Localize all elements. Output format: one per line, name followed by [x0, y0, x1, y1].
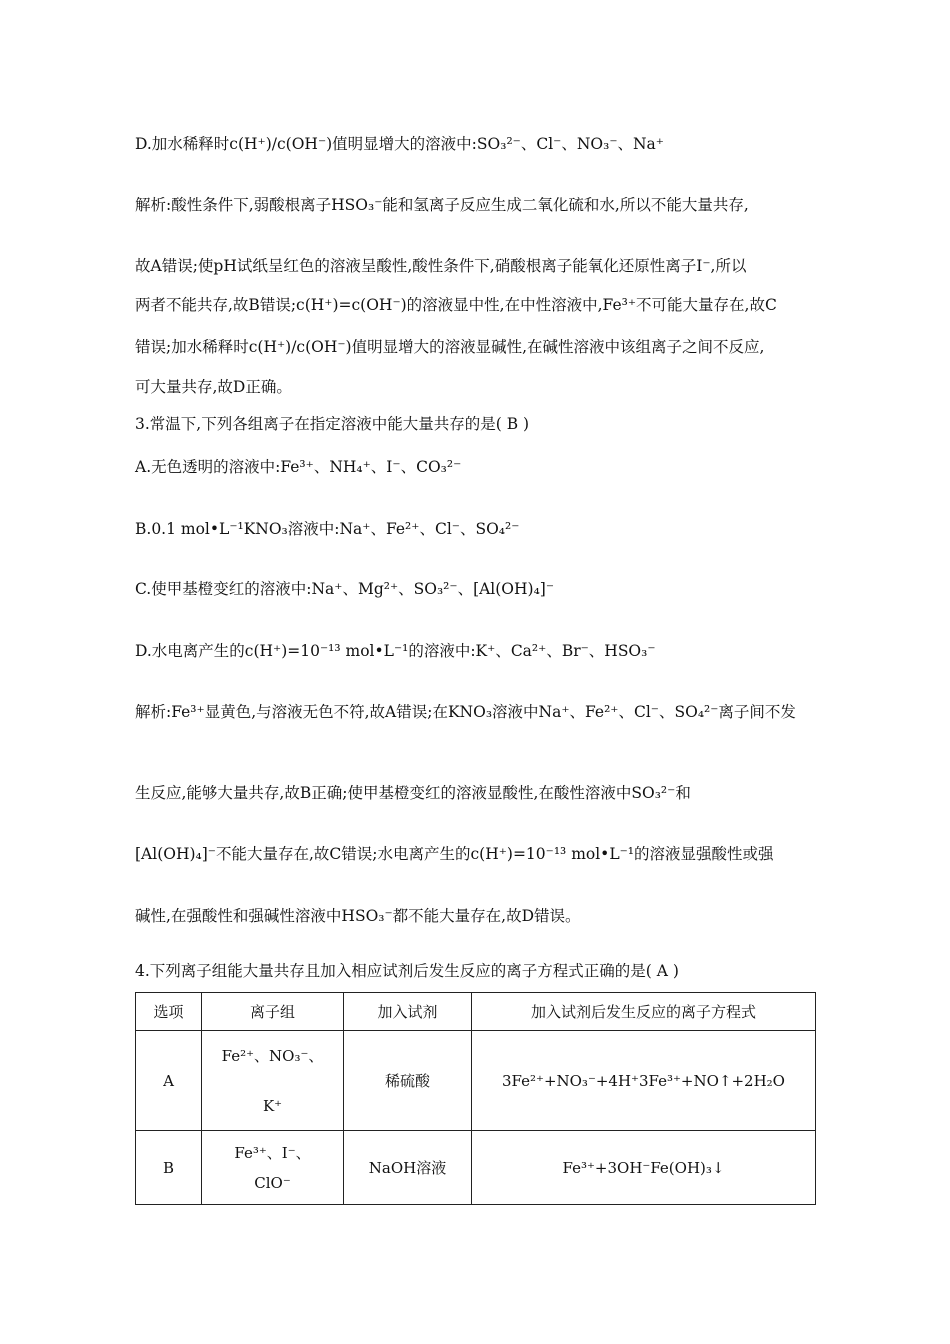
option-3d: D.水电离产生的c(H⁺)=10⁻¹³ mol•L⁻¹的溶液中:K⁺、Ca²⁺、Br⁻、HSO₃⁻: [135, 642, 656, 660]
row-b-ions-line-1: Fe³⁺、I⁻、: [234, 1143, 311, 1162]
table-row: [136, 1031, 816, 1131]
option-3a: A.无色透明的溶液中:Fe³⁺、NH₄⁺、I⁻、CO₃²⁻: [135, 458, 462, 476]
line-1: D.加水稀释时c(H⁺)/c(OH⁻)值明显增大的溶液中:SO₃²⁻、Cl⁻、NO₃⁻、Na⁺: [135, 135, 664, 153]
line-3: 故A错误;使pH试纸呈红色的溶液呈酸性,酸性条件下,硝酸根离子能氧化还原性离子I⁻,所以: [135, 257, 747, 275]
line-5: 错误;加水稀释时c(H⁺)/c(OH⁻)值明显增大的溶液显碱性,在碱性溶液中该组离子之间不反应,: [135, 338, 765, 356]
option-3b: B.0.1 mol•L⁻¹KNO₃溶液中:Na⁺、Fe²⁺、Cl⁻、SO₄²⁻: [135, 520, 520, 538]
analysis-3-line-2: 生反应,能够大量共存,故B正确;使甲基橙变红的溶液显酸性,在酸性溶液中SO₃²⁻和: [135, 784, 691, 802]
row-a-reagent: 稀硫酸: [344, 1031, 472, 1131]
analysis-3-line-1: 解析:Fe³⁺显黄色,与溶液无色不符,故A错误;在KNO₃溶液中Na⁺、Fe²⁺、Cl⁻、SO₄²⁻离子间不发: [135, 703, 796, 721]
row-b-option: B: [136, 1131, 202, 1205]
analysis-3-line-3: [Al(OH)₄]⁻不能大量存在,故C错误;水电离产生的c(H⁺)=10⁻¹³ mol•L⁻¹的溶液显强酸性或强: [135, 845, 774, 863]
row-a-equation: 3Fe²⁺+NO₃⁻+4H⁺3Fe³⁺+NO↑+2H₂O: [472, 1031, 816, 1131]
row-b-ions: [202, 1131, 344, 1205]
line-6: 可大量共存,故D正确。: [135, 378, 292, 396]
analysis-3-line-4: 碱性,在强酸性和强碱性溶液中HSO₃⁻都不能大量存在,故D错误。: [135, 907, 581, 925]
row-b-equation: Fe³⁺+3OH⁻Fe(OH)₃↓: [472, 1131, 816, 1205]
answer-table: [135, 992, 816, 1205]
header-equation: 加入试剂后发生反应的离子方程式: [472, 993, 816, 1031]
table-row: [136, 1131, 816, 1205]
line-2: 解析:酸性条件下,弱酸根离子HSO₃⁻能和氢离子反应生成二氧化硫和水,所以不能大量共存,: [135, 196, 749, 214]
row-a-ions-line-1: Fe²⁺、NO₃⁻、: [221, 1046, 324, 1065]
header-option: 选项: [136, 993, 202, 1031]
table-header-row: [136, 993, 816, 1031]
row-b-reagent: NaOH溶液: [344, 1131, 472, 1205]
row-a-ions: [202, 1031, 344, 1131]
row-b-ions-line-2: ClO⁻: [254, 1173, 291, 1192]
question-3: 3.常温下,下列各组离子在指定溶液中能大量共存的是( B ): [135, 415, 530, 433]
header-reagent: 加入试剂: [344, 993, 472, 1031]
option-3c: C.使甲基橙变红的溶液中:Na⁺、Mg²⁺、SO₃²⁻、[Al(OH)₄]⁻: [135, 580, 555, 598]
line-4: 两者不能共存,故B错误;c(H⁺)=c(OH⁻)的溶液显中性,在中性溶液中,Fe³⁺不可能大量存在,故C: [135, 296, 777, 314]
header-ions: 离子组: [202, 993, 344, 1031]
question-4: 4.下列离子组能大量共存且加入相应试剂后发生反应的离子方程式正确的是( A ): [135, 962, 679, 980]
row-a-ions-line-2: K⁺: [262, 1096, 283, 1115]
row-a-option: A: [136, 1031, 202, 1131]
